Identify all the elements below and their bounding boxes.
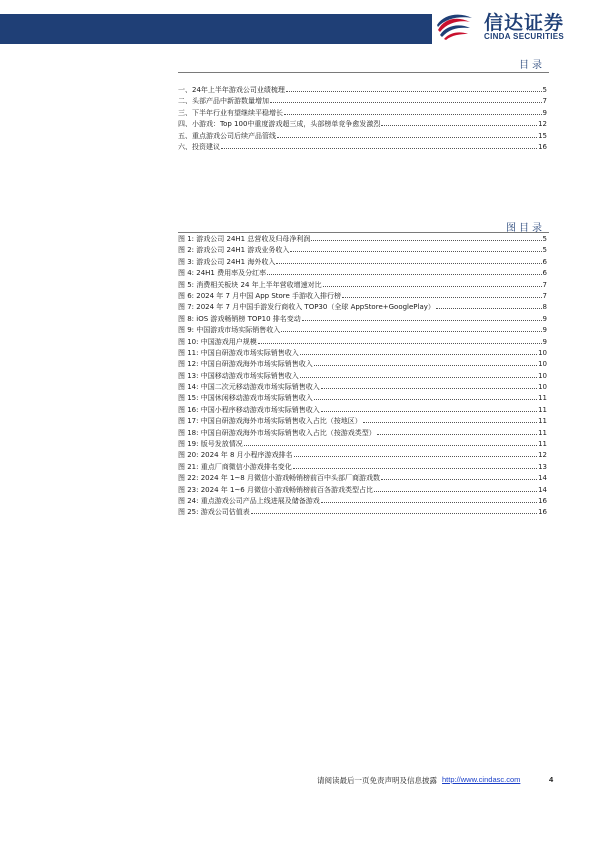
leader-dots [300, 353, 537, 355]
figure-entry-label: 图 16: 中国小程序移动游戏市场实际销售收入 [178, 405, 320, 414]
toc-list [178, 85, 547, 153]
leader-dots [381, 124, 537, 126]
figure-entry[interactable] [178, 314, 547, 325]
figure-entry[interactable] [178, 405, 547, 416]
leader-dots [286, 90, 542, 92]
figure-entry[interactable] [178, 439, 547, 450]
figure-entry[interactable] [178, 462, 547, 473]
figure-entry[interactable] [178, 485, 547, 496]
figure-entry-label: 图 8: iOS 游戏畅销榜 TOP10 排名变动 [178, 314, 301, 323]
toc-entry-page: 15 [538, 131, 547, 140]
figure-entry-label: 图 11: 中国自研游戏市场实际销售收入 [178, 348, 299, 357]
figure-entry-label: 图 20: 2024 年 8 月小程序游戏排名 [178, 451, 293, 460]
figure-entry-page: 14 [538, 474, 547, 483]
toc-entry[interactable] [178, 108, 547, 119]
figure-entry-page: 9 [542, 337, 547, 346]
figure-entry-label: 图 13: 中国移动游戏市场实际销售收入 [178, 371, 299, 380]
leader-dots [281, 330, 541, 332]
leader-dots [276, 262, 541, 264]
figure-entry-label: 图 9: 中国游戏市场实际销售收入 [178, 326, 281, 335]
figure-entry-page: 7 [542, 280, 547, 289]
figure-entry-page: 5 [542, 246, 547, 255]
figure-entry-label: 图 14: 中国二次元移动游戏市场实际销售收入 [178, 383, 320, 392]
figure-entry[interactable] [178, 428, 547, 439]
figure-entry-label: 图 7: 2024 年 7 月中国手游发行商收入 TOP30（全球 AppStore+GooglePlay） [178, 303, 435, 312]
page-header [0, 0, 595, 50]
figure-entry[interactable] [178, 245, 547, 256]
figure-entry-page: 13 [538, 462, 547, 471]
leader-dots [290, 250, 541, 252]
figure-entry-page: 10 [538, 383, 547, 392]
figure-entry-page: 9 [542, 314, 547, 323]
leader-dots [270, 101, 542, 103]
toc-entry-page: 5 [542, 86, 547, 94]
figure-entry-label: 图 15: 中国休闲移动游戏市场实际销售收入 [178, 394, 313, 403]
toc-entry-label: 四、小游戏：Top 100中重度游戏超三成，头部榜单竞争愈发激烈 [178, 120, 381, 129]
figure-entry-label: 图 24: 重点游戏公司产品上线进展及储备游戏 [178, 496, 320, 505]
figure-entry-page: 6 [542, 257, 547, 266]
leader-dots [311, 239, 541, 241]
leader-dots [377, 433, 537, 435]
leader-dots [321, 410, 537, 412]
figure-entry[interactable] [178, 302, 547, 313]
figure-entry-page: 16 [538, 496, 547, 505]
toc-entry-label: 三、下半年行业有望继续平稳增长 [178, 108, 283, 117]
figure-entry-page: 8 [542, 303, 547, 312]
figure-entry[interactable] [178, 325, 547, 336]
figure-entry-label: 图 21: 重点厂商微信小游戏排名变化 [178, 462, 292, 471]
figure-entry-page: 11 [538, 428, 547, 437]
leader-dots [381, 478, 537, 480]
figure-entry[interactable] [178, 371, 547, 382]
figure-entry-page: 12 [538, 451, 547, 460]
figure-entry-label: 图 4: 24H1 费用率及分红率 [178, 269, 267, 278]
leader-dots [321, 387, 537, 389]
toc-entry-page: 9 [542, 108, 547, 117]
leader-dots [251, 512, 537, 514]
leader-dots [302, 319, 542, 321]
figure-list-rule [178, 232, 549, 233]
leader-dots [284, 113, 542, 115]
figure-entry-page: 11 [538, 417, 547, 426]
figure-entry-page: 16 [538, 508, 547, 517]
figure-entry[interactable] [178, 291, 547, 302]
toc-entry-label: 五、重点游戏公司后续产品管线 [178, 131, 276, 140]
figure-entry[interactable] [178, 450, 547, 461]
leader-dots [323, 285, 542, 287]
toc-entry[interactable] [178, 85, 547, 96]
figure-entry-page: 7 [542, 291, 547, 300]
leader-dots [293, 467, 537, 469]
toc-entry[interactable] [178, 142, 547, 153]
leader-dots [314, 398, 537, 400]
toc-entry[interactable] [178, 119, 547, 130]
figure-entry-label: 图 23: 2024 年 1~6 月微信小游戏畅销榜前百各游戏类型占比 [178, 485, 373, 494]
toc-title: 目录 [519, 60, 545, 71]
toc-entry-label: 二、头部产品中新游数量增加 [178, 97, 269, 106]
leader-dots [314, 364, 537, 366]
figure-entry-label: 图 3: 游戏公司 24H1 海外收入 [178, 257, 276, 266]
cinda-logo [432, 6, 592, 46]
leader-dots [277, 136, 537, 138]
figure-entry[interactable] [178, 257, 547, 268]
figure-list-title: 图目录 [506, 223, 545, 234]
figure-entry-page: 11 [538, 440, 547, 449]
figure-entry-page: 6 [542, 269, 547, 278]
figure-entry[interactable] [178, 382, 547, 393]
figure-entry-label: 图 22: 2024 年 1~8 月微信小游戏畅销榜前百中头部厂商游戏数 [178, 474, 380, 483]
toc-entry[interactable] [178, 96, 547, 107]
figure-entry-label: 图 19: 版号发放情况 [178, 440, 243, 449]
figure-entry-page: 10 [538, 371, 547, 380]
toc-entry-label: 一、24年上半年游戏公司业绩梳理 [178, 86, 285, 94]
figure-entry[interactable] [178, 234, 547, 245]
figure-entry[interactable] [178, 280, 547, 291]
toc-entry[interactable] [178, 131, 547, 142]
figure-entry[interactable] [178, 359, 547, 370]
page-number: 4 [549, 775, 554, 784]
figure-entry[interactable] [178, 496, 547, 507]
figure-entry[interactable] [178, 393, 547, 404]
figure-entry-label: 图 10: 中国游戏用户规模 [178, 337, 257, 346]
leader-dots [374, 490, 537, 492]
leader-dots [258, 342, 542, 344]
leader-dots [294, 455, 537, 457]
figure-entry-page: 5 [542, 235, 547, 243]
figure-entry-label: 图 12: 中国自研游戏海外市场实际销售收入 [178, 360, 313, 369]
toc-entry-page: 7 [542, 97, 547, 106]
cinda-logo-mark-icon [432, 8, 476, 44]
footer-disclaimer: 请阅读最后一页免责声明及信息披露 [317, 776, 437, 785]
toc-entry-page: 12 [538, 120, 547, 129]
figure-entry-label: 图 18: 中国自研游戏海外市场实际销售收入占比（按游戏类型） [178, 428, 376, 437]
figure-entry[interactable] [178, 507, 547, 518]
footer-link[interactable]: http://www.cindasc.com [442, 775, 521, 784]
figure-list [178, 234, 547, 519]
figure-entry-page: 11 [538, 405, 547, 414]
figure-entry-label: 图 6: 2024 年 7 月中国 App Store 手游收入排行榜 [178, 291, 342, 300]
figure-entry[interactable] [178, 337, 547, 348]
leader-dots [436, 307, 542, 309]
toc-rule [178, 72, 549, 73]
figure-entry-page: 10 [538, 360, 547, 369]
figure-entry-label: 图 2: 游戏公司 24H1 游戏业务收入 [178, 246, 290, 255]
figure-entry-label: 图 5: 消费相关板块 24 年上半年营收增速对比 [178, 280, 322, 289]
leader-dots [221, 147, 537, 149]
leader-dots [342, 296, 541, 298]
figure-entry-page: 14 [538, 485, 547, 494]
figure-entry-page: 11 [538, 394, 547, 403]
figure-entry[interactable] [178, 473, 547, 484]
logo-english-name: CINDA SECURITIES [484, 32, 565, 41]
toc-entry-page: 16 [538, 142, 547, 151]
logo-chinese-name: 信达证券 [484, 12, 565, 34]
figure-entry-label: 图 1: 游戏公司 24H1 总营收及归母净利润 [178, 235, 311, 243]
figure-entry[interactable] [178, 416, 547, 427]
figure-entry-page: 10 [538, 348, 547, 357]
figure-entry-label: 图 25: 游戏公司估值表 [178, 508, 250, 517]
figure-entry-page: 9 [542, 326, 547, 335]
leader-dots [321, 501, 537, 503]
leader-dots [244, 444, 537, 446]
figure-entry[interactable] [178, 348, 547, 359]
leader-dots [267, 273, 541, 275]
header-band [0, 14, 432, 44]
toc-entry-label: 六、投资建议 [178, 142, 220, 151]
leader-dots [300, 376, 537, 378]
leader-dots [363, 421, 537, 423]
figure-entry[interactable] [178, 268, 547, 279]
figure-entry-label: 图 17: 中国自研游戏海外市场实际销售收入占比（按地区） [178, 417, 362, 426]
